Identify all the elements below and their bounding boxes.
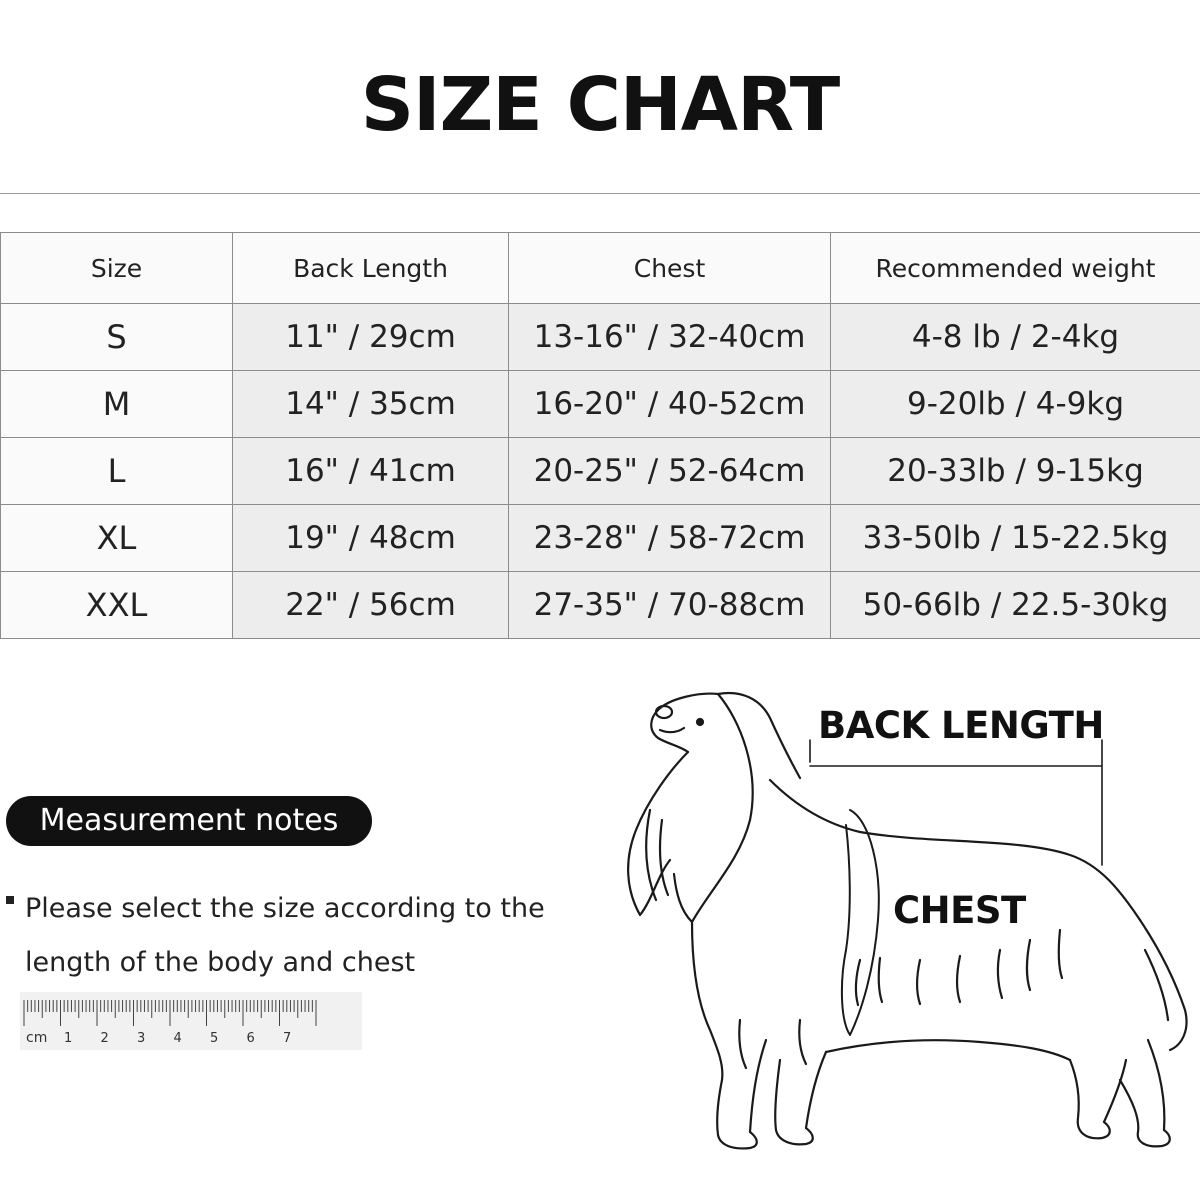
ruler-number: 3 [137, 1031, 146, 1046]
size-cell: S [1, 304, 233, 371]
header-size: Size [1, 233, 233, 304]
ruler-number: 2 [100, 1031, 109, 1046]
back-length-cell: 14" / 35cm [233, 371, 509, 438]
table-header-row [1, 233, 1200, 304]
weight-cell: 4-8 lb / 2-4kg [831, 304, 1200, 371]
table-row [1, 505, 1200, 572]
chest-cell: 27-35" / 70-88cm [509, 572, 831, 639]
back-length-cell: 19" / 48cm [233, 505, 509, 572]
chest-cell: 16-20" / 40-52cm [509, 371, 831, 438]
weight-cell: 50-66lb / 22.5-30kg [831, 572, 1200, 639]
weight-cell: 20-33lb / 9-15kg [831, 438, 1200, 505]
weight-cell: 9-20lb / 4-9kg [831, 371, 1200, 438]
back-length-cell: 11" / 29cm [233, 304, 509, 371]
size-cell: XXL [1, 572, 233, 639]
ruler-number: 7 [283, 1031, 292, 1046]
page-title: SIZE CHART [360, 62, 840, 148]
size-cell: M [1, 371, 233, 438]
chest-cell: 20-25" / 52-64cm [509, 438, 831, 505]
ruler-number: 1 [64, 1031, 73, 1046]
chest-label: CHEST [893, 889, 1026, 932]
table-row [1, 438, 1200, 505]
ruler-number: 5 [210, 1031, 219, 1046]
header-recommended-weight: Recommended weight [831, 233, 1200, 304]
measurement-notes-badge: Measurement notes [6, 796, 372, 846]
size-cell: L [1, 438, 233, 505]
title-divider [0, 193, 1200, 194]
bullet-icon [6, 896, 14, 904]
ruler-number: 6 [246, 1031, 255, 1046]
ruler-icon [20, 992, 362, 1050]
ruler-unit-label: cm [26, 1030, 48, 1046]
measurement-note-text: Please select the size according to the length of the body and chest [25, 893, 545, 978]
header-chest: Chest [509, 233, 831, 304]
weight-cell: 33-50lb / 15-22.5kg [831, 505, 1200, 572]
back-length-label: BACK LENGTH [818, 704, 1104, 747]
table-row [1, 304, 1200, 371]
table-row [1, 371, 1200, 438]
back-length-cell: 22" / 56cm [233, 572, 509, 639]
size-cell: XL [1, 505, 233, 572]
header-back-length: Back Length [233, 233, 509, 304]
ruler-number: 4 [173, 1031, 182, 1046]
back-length-cell: 16" / 41cm [233, 438, 509, 505]
size-table [0, 232, 1200, 639]
table-row [1, 572, 1200, 639]
chest-cell: 23-28" / 58-72cm [509, 505, 831, 572]
chest-cell: 13-16" / 32-40cm [509, 304, 831, 371]
